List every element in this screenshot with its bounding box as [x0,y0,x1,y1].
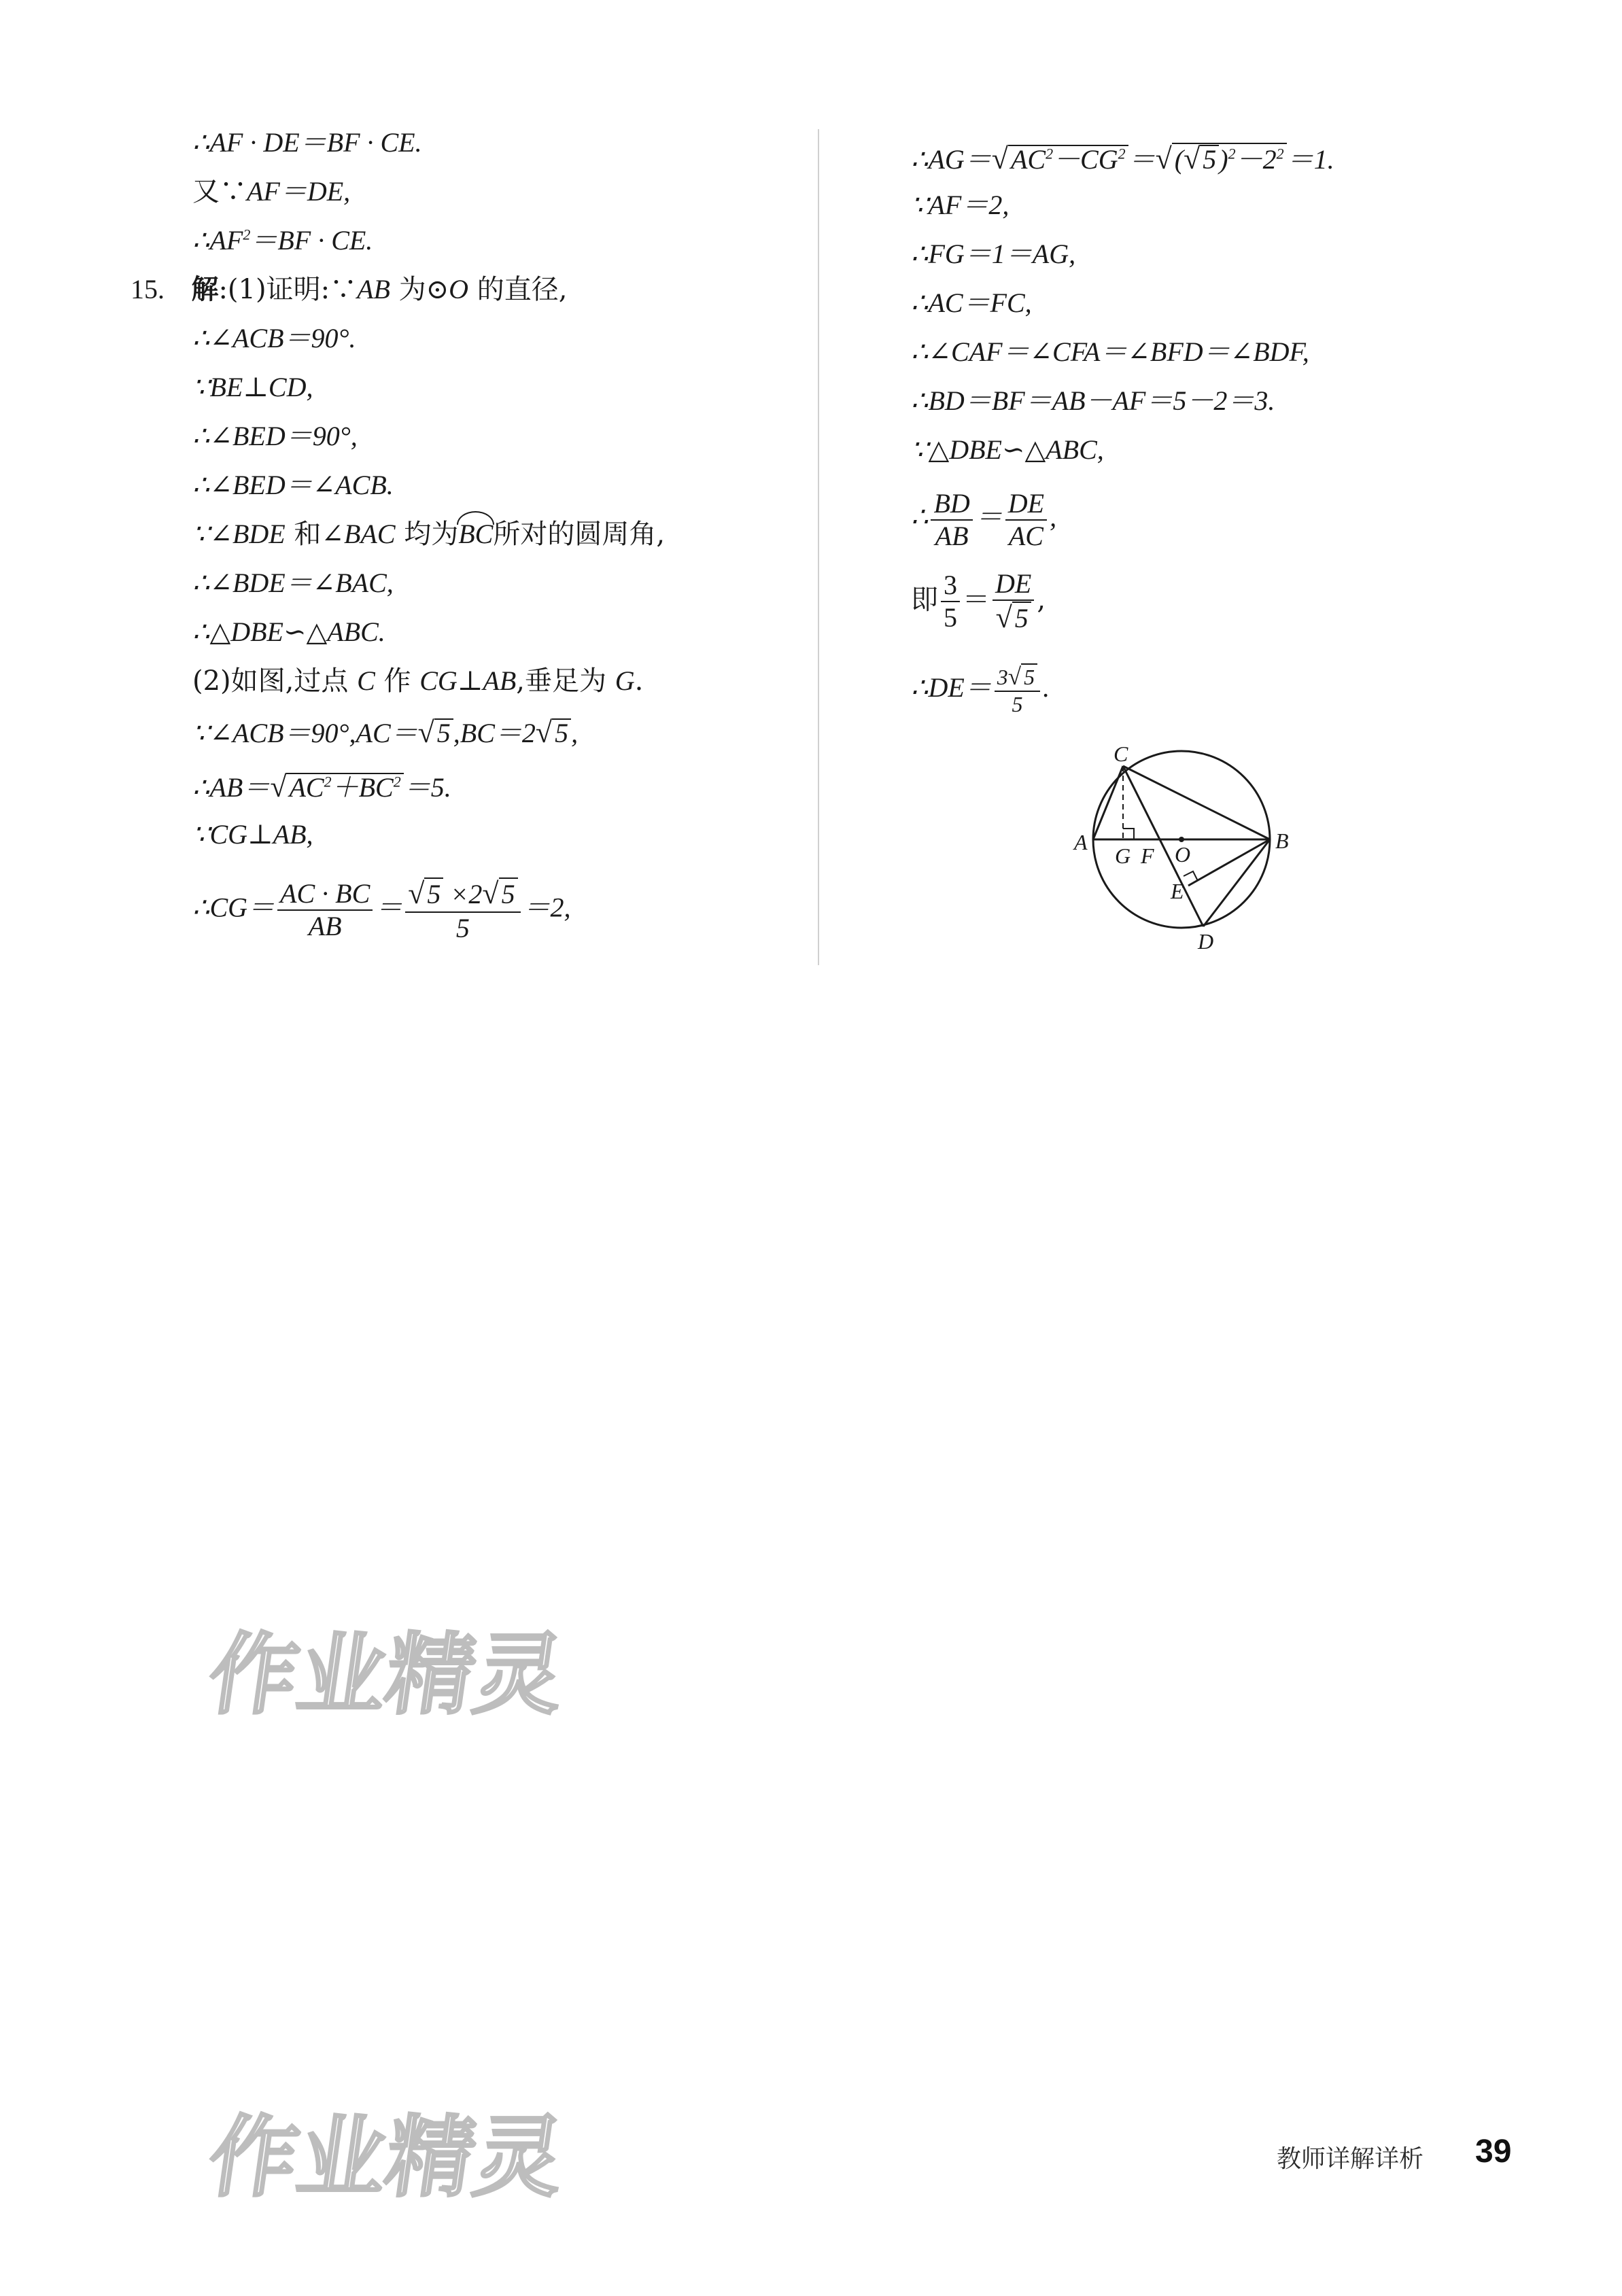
right-line-2: ∵AF＝2, [911,190,1010,220]
label-b: B [1275,829,1289,853]
label-f: F [1141,843,1154,868]
text-line-7: ∴∠BED＝90°, [192,421,358,451]
segment-bd [1203,839,1270,926]
text-line-10: ∴∠BDE＝∠BAC, [192,568,394,598]
text-line-12: (2)如图,过点 C 作 CG⊥AB,垂足为 G. [192,665,644,697]
right-angle-e [1184,871,1198,881]
watermark-1: 作业精灵 [202,1623,571,1726]
fraction-cg: $\frac{AC \cdot BC}{AB}$ [277,878,373,942]
text-line-8: ∴∠BED＝∠ACB. [192,470,394,500]
column-divider [818,129,819,965]
text-line-6: ∵BE⊥CD, [192,372,313,402]
right-line-6: ∴BD＝BF＝AB－AF＝5－2＝3. [911,385,1275,416]
right-line-4: ∴AC＝FC, [911,288,1032,318]
text-line-15: ∵CG⊥AB, [192,819,313,850]
text-line-16: ∴CG＝ $\frac{AC \cdot BC}{AB}$ ＝ $\frac{√ 5 \times 2√ 5}{5}$ ＝2, [192,877,571,943]
text-line-13: ∵∠ACB＝90°,AC＝√ 5 ,BC＝2√ 5 , [192,716,579,749]
label-e: E [1171,879,1184,903]
text-line-2: 又∵AF＝DE, [192,176,351,207]
page-number: 39 [1475,2134,1512,2170]
right-line-9: 即 $\frac{3}{5}$ ＝ $\frac{DE}{√ 5}$ , [911,568,1046,634]
solve-label: 解 [191,273,219,305]
right-line-1: ∴AG＝√ $AC^2-CG^2$ ＝√ (√ 5 )$^2-2^2 =1$. [911,142,1334,175]
right-line-5: ∴∠CAF＝∠CFA＝∠BFD＝∠BDF, [911,336,1309,367]
question-number: 15. [131,274,165,305]
circle-geometry-figure [1060,741,1319,965]
right-line-7: ∵△DBE∽△ABC, [911,434,1104,465]
label-d: D [1198,929,1214,954]
footer-label: 教师详解详析 [1277,2145,1424,2173]
label-c: C [1114,742,1128,766]
right-angle-g [1123,829,1134,839]
center-point-o [1179,837,1184,842]
label-a: A [1074,830,1088,854]
watermark-2: 作业精灵 [202,2106,571,2209]
right-line-10: ∴DE＝ $\frac{3√ 5}{5}$ . [911,663,1050,717]
text-line-3: $\therefore AF^2=BF$ · CE. [192,225,373,256]
segment-be [1188,839,1270,886]
label-o: O [1175,842,1191,867]
question-15-heading: 15. 解:(1)证明:∵AB 为⊙O 的直径, [131,273,568,305]
segment-cd [1123,766,1203,926]
text-line-14: ∴AB＝√ $AC^2+BC^2 =5$. [192,770,451,803]
segment-cb [1123,766,1270,839]
right-line-8: ∴ $\frac{BD}{AB}$ ＝ $\frac{DE}{AC}$ , [911,488,1057,551]
right-line-3: ∴FG＝1＝AG, [911,239,1076,269]
fraction-sqrt: $\frac{√ 5 \times 2√ 5}{5}$ [405,877,520,944]
text-line-9: ∵∠BDE 和∠BAC 均为BC所对的圆周角, [192,519,666,550]
text-line-5: ∴∠ACB＝90°. [192,323,356,353]
label-g: G [1115,843,1131,868]
text-line-1: ∴AF · DE＝BF · CE. [192,127,422,158]
arc-bc: BC [458,519,494,549]
segment-ca [1093,766,1123,839]
text-line-11: ∴△DBE∽△ABC. [192,616,385,647]
